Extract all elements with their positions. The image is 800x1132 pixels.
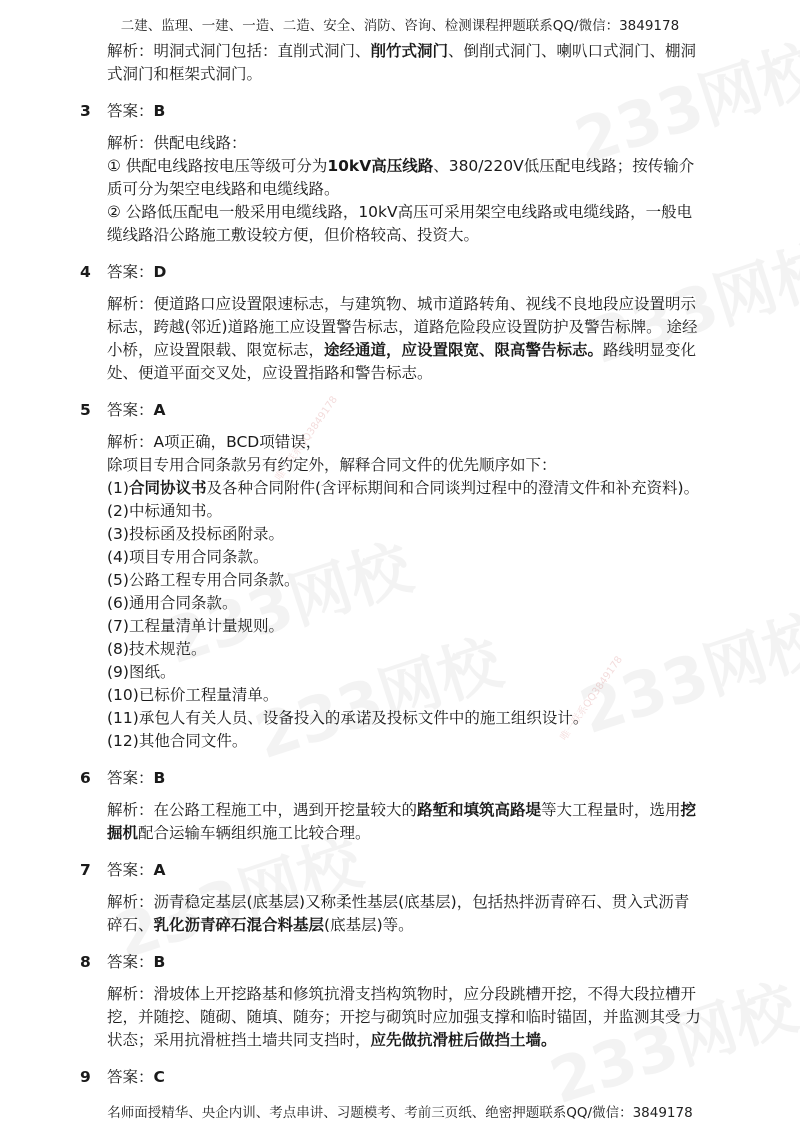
intro-explanation bbox=[107, 40, 730, 86]
text-segment: 解析：便道路口应设置限速标志，与建筑物、城市道路转角、视线不良地段应设置明示 bbox=[107, 295, 697, 313]
explanation-line bbox=[107, 339, 730, 362]
answer-label: 答案： bbox=[107, 953, 154, 971]
page-footer: 名师面授精华、央企内训、考点串讲、习题模考、考前三页纸、绝密押题联系QQ/微信：3849178 bbox=[107, 1105, 693, 1121]
explanation-line bbox=[107, 477, 730, 500]
question-7-header bbox=[80, 859, 730, 882]
text-segment: (9)图纸。 bbox=[107, 663, 176, 681]
question-number: 9 bbox=[80, 1068, 91, 1086]
text-segment: 解析：滑坡体上开挖路基和修筑抗滑支挡构筑物时，应分段跳槽开挖，不得大段拉槽开 bbox=[107, 985, 697, 1003]
answer-label: 答案： bbox=[107, 263, 154, 281]
text-segment: 配合运输车辆组织施工比较合理。 bbox=[138, 824, 371, 842]
explanation-line bbox=[107, 684, 730, 707]
explanation-line bbox=[107, 316, 730, 339]
key-term: 应先做抗滑桩后做挡土墙。 bbox=[370, 1031, 557, 1049]
text-segment: 式洞门和框架式洞门。 bbox=[107, 65, 263, 83]
explanation-line bbox=[107, 201, 730, 224]
explanation-line bbox=[107, 638, 730, 661]
explanation-line bbox=[107, 891, 730, 914]
text-segment: 解析：在公路工程施工中，遇到开挖量较大的 bbox=[107, 801, 418, 819]
text-segment: 解析：明洞式洞门包括：直削式洞门、 bbox=[107, 42, 371, 60]
explanation-line bbox=[107, 1029, 730, 1052]
key-term: 合同协议书 bbox=[128, 479, 207, 497]
explanation-line bbox=[107, 293, 730, 316]
watermark-small: 唯一联系QQ3849178 bbox=[273, 394, 341, 483]
text-segment: (12)其他合同文件。 bbox=[107, 732, 248, 750]
question-6-explanation bbox=[107, 799, 730, 845]
text-segment: 挖，并随挖、随砌、随填、随夯；开挖与砌筑时应加强支撑和临时锚固，并监测其受 力 bbox=[107, 1008, 701, 1026]
question-number: 5 bbox=[80, 401, 91, 419]
watermark-small: 唯一联系QQ3849178 bbox=[558, 654, 626, 743]
text-segment: 标志，跨越(邻近)道路施工应设置警告标志，道路危险段应设置防护及警告标牌。 途经 bbox=[107, 318, 698, 336]
text-segment: 状态；采用抗滑桩挡土墙共同支挡时， bbox=[107, 1031, 371, 1049]
question-8-explanation bbox=[107, 983, 730, 1052]
answer-value: B bbox=[153, 953, 166, 971]
explanation-line bbox=[107, 155, 730, 178]
question-list bbox=[80, 100, 730, 1089]
explanation-line bbox=[107, 178, 730, 201]
text-segment: ① 供配电线路按电压等级可分为 bbox=[107, 157, 328, 175]
question-number: 6 bbox=[80, 769, 91, 787]
text-segment: (5)公路工程专用合同条款。 bbox=[107, 571, 300, 589]
answer-value: C bbox=[153, 1068, 165, 1086]
question-7-explanation bbox=[107, 891, 730, 937]
answer-sheet bbox=[80, 40, 730, 1098]
text-segment: (11)承包人有关人员、设备投入的承诺及投标文件中的施工组织设计。 bbox=[107, 709, 589, 727]
text-segment: (3)投标函及投标函附录。 bbox=[107, 525, 284, 543]
question-4-explanation bbox=[107, 293, 730, 385]
key-term: 掘机 bbox=[107, 824, 139, 842]
text-segment: 碎石、 bbox=[107, 916, 154, 934]
answer-label: 答案： bbox=[107, 1068, 154, 1086]
key-term: 10kV高压线路 bbox=[327, 157, 434, 175]
key-term: 路堑和填筑高路堤 bbox=[417, 801, 542, 819]
explanation-line bbox=[107, 523, 730, 546]
explanation-line bbox=[107, 730, 730, 753]
explanation-line bbox=[107, 500, 730, 523]
text-segment: 处、便道平面交叉处，应设置指路和警告标志。 bbox=[107, 364, 433, 382]
answer-value: B bbox=[153, 769, 166, 787]
explanation-line bbox=[107, 40, 730, 63]
explanation-line bbox=[107, 546, 730, 569]
page-header: 二建、监理、一建、一造、二造、安全、消防、咨询、检测课程押题联系QQ/微信：3849178 bbox=[120, 18, 680, 34]
answer-value: A bbox=[153, 861, 166, 879]
explanation-line bbox=[107, 983, 730, 1006]
text-segment: (底基层)等。 bbox=[324, 916, 414, 934]
explanation-line bbox=[107, 661, 730, 684]
text-segment: (1) bbox=[107, 479, 129, 497]
question-9-header bbox=[80, 1066, 730, 1089]
explanation-line bbox=[107, 914, 730, 937]
text-segment: (8)技术规范。 bbox=[107, 640, 207, 658]
explanation-line bbox=[107, 822, 730, 845]
explanation-line bbox=[107, 132, 730, 155]
text-segment: 及各种合同附件(含评标期间和合同谈判过程中的澄清文件和补充资料)。 bbox=[206, 479, 700, 497]
text-segment: 小桥，应设置限载、限宽标志， bbox=[107, 341, 325, 359]
question-5-explanation bbox=[107, 431, 730, 753]
text-segment: (4)项目专用合同条款。 bbox=[107, 548, 269, 566]
explanation-line bbox=[107, 799, 730, 822]
answer-value: B bbox=[153, 102, 166, 120]
question-number: 4 bbox=[80, 263, 91, 281]
explanation-line bbox=[107, 615, 730, 638]
key-term: 挖 bbox=[680, 801, 697, 819]
question-number: 3 bbox=[80, 102, 91, 120]
question-number: 8 bbox=[80, 953, 91, 971]
question-8-header bbox=[80, 951, 730, 974]
text-segment: (6)通用合同条款。 bbox=[107, 594, 238, 612]
question-3-explanation bbox=[107, 132, 730, 247]
question-5-header bbox=[80, 399, 730, 422]
question-3-header bbox=[80, 100, 730, 123]
question-number: 7 bbox=[80, 861, 91, 879]
answer-value: A bbox=[153, 401, 166, 419]
explanation-line bbox=[107, 1006, 730, 1029]
text-segment: 路线明显变化 bbox=[603, 341, 697, 359]
explanation-line bbox=[107, 63, 730, 86]
explanation-line bbox=[107, 431, 730, 454]
answer-label: 答案： bbox=[107, 401, 154, 419]
text-segment: 解析：供配电线路： bbox=[107, 134, 247, 152]
explanation-line bbox=[107, 224, 730, 247]
text-segment: 解析：沥青稳定基层(底基层)又称柔性基层(底基层)，包括热拌沥青碎石、贯入式沥青 bbox=[107, 893, 690, 911]
answer-label: 答案： bbox=[107, 102, 154, 120]
text-segment: 除项目专用合同条款另有约定外，解释合同文件的优先顺序如下： bbox=[107, 456, 557, 474]
answer-value: D bbox=[153, 263, 167, 281]
text-segment: (7)工程量清单计量规则。 bbox=[107, 617, 284, 635]
explanation-line bbox=[107, 362, 730, 385]
text-segment: 等大工程量时，选用 bbox=[541, 801, 681, 819]
answer-label: 答案： bbox=[107, 769, 154, 787]
question-6-header bbox=[80, 767, 730, 790]
text-segment: 质可分为架空电线路和电缆线路。 bbox=[107, 180, 340, 198]
text-segment: 缆线路沿公路施工敷设较方便，但价格较高、投资大。 bbox=[107, 226, 480, 244]
text-segment: ② 公路低压配电一般采用电缆线路，10kV高压可采用架空电线路或电缆线路，一般电 bbox=[107, 203, 693, 221]
text-segment: (10)已标价工程量清单。 bbox=[107, 686, 279, 704]
answer-label: 答案： bbox=[107, 861, 154, 879]
text-segment: (2)中标通知书。 bbox=[107, 502, 222, 520]
key-term: 乳化沥青碎石混合料基层 bbox=[153, 916, 325, 934]
key-term: 削竹式洞门 bbox=[370, 42, 449, 60]
explanation-line bbox=[107, 454, 730, 477]
explanation-line bbox=[107, 592, 730, 615]
key-term: 途经通道，应设置限宽、限高警告标志。 bbox=[324, 341, 604, 359]
question-4-header bbox=[80, 261, 730, 284]
explanation-line bbox=[107, 707, 730, 730]
text-segment: 、倒削式洞门、喇叭口式洞门、棚洞 bbox=[448, 42, 697, 60]
explanation-line bbox=[107, 569, 730, 592]
text-segment: 、380/220V低压配电线路；按传输介 bbox=[433, 157, 695, 175]
text-segment: 解析：A项正确，BCD项错误， bbox=[107, 433, 322, 451]
